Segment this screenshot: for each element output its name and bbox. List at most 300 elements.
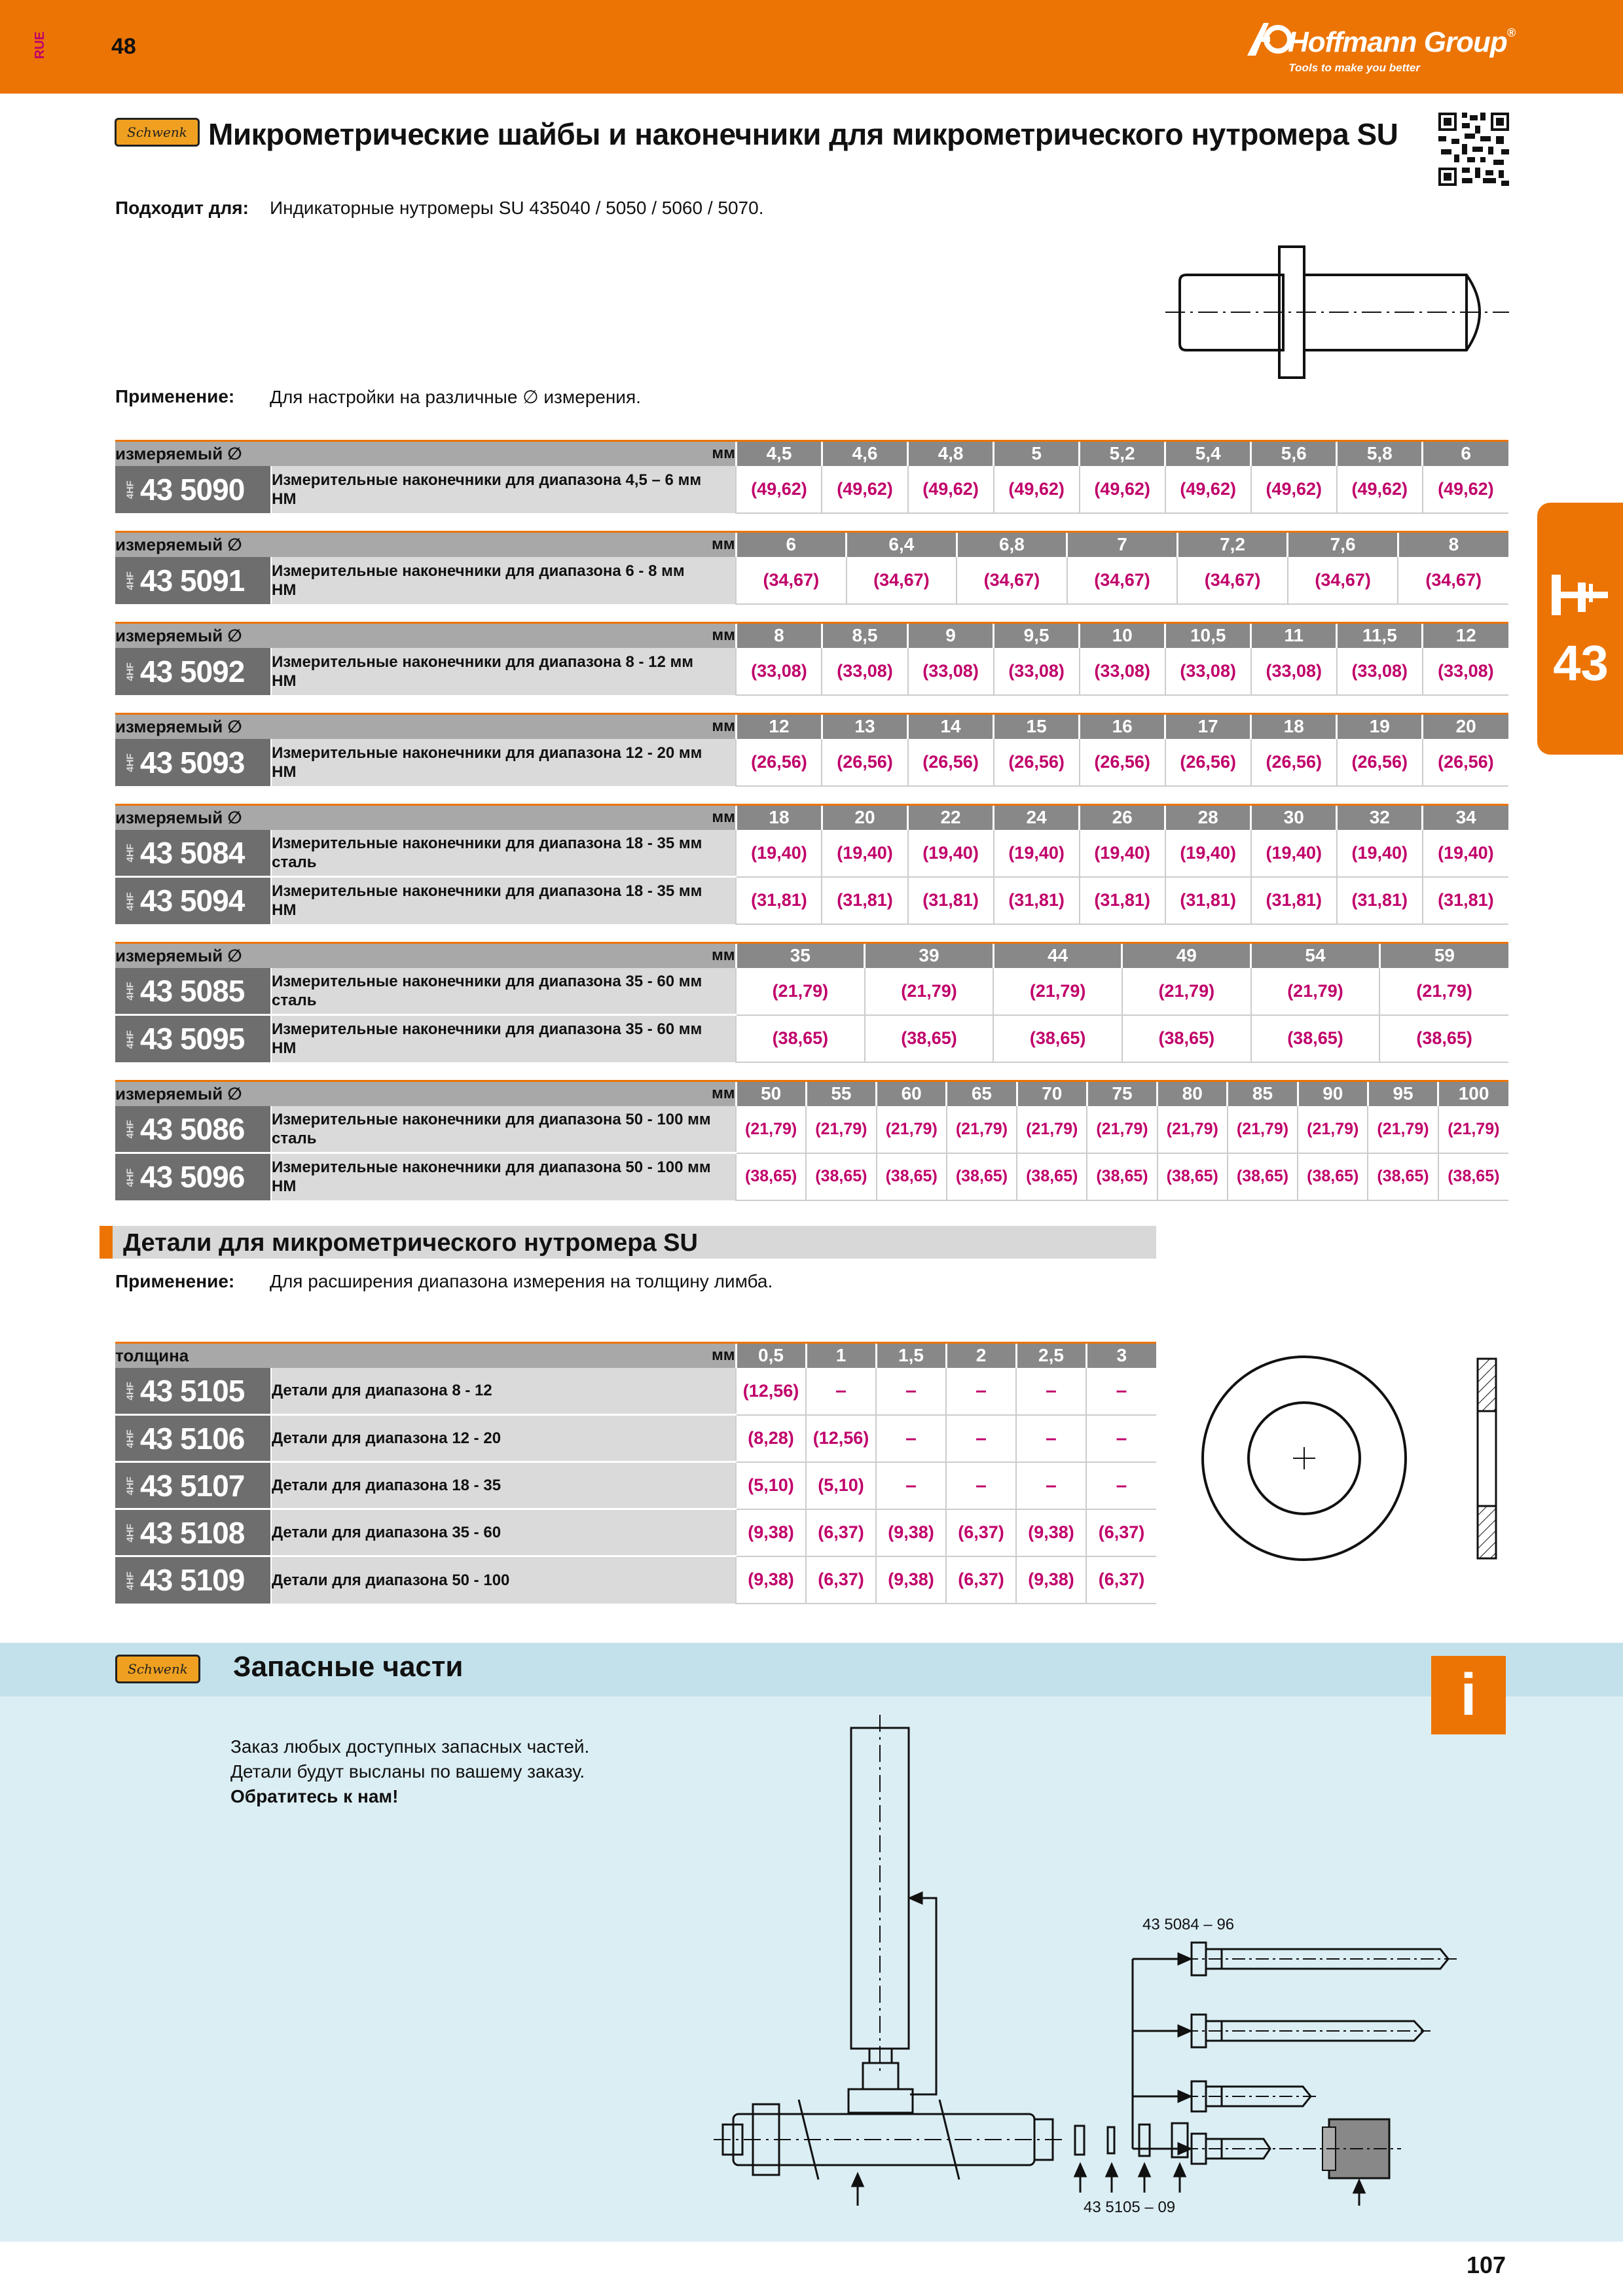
- col-header: 18: [736, 805, 822, 830]
- material-text: сталь: [272, 991, 317, 1009]
- material-text: HM: [272, 581, 297, 599]
- spec-table-5086-5096: [115, 1080, 1508, 1201]
- col-header: 4,8: [908, 441, 994, 466]
- measuring-tip-drawing: [1165, 239, 1509, 386]
- table-row: [115, 557, 1508, 604]
- header-label: измеряемый ∅: [115, 805, 271, 830]
- description-text: Измерительные наконечники для диапазона 8 - 12 мм: [272, 653, 694, 671]
- article-number: 43 5096: [140, 1160, 245, 1194]
- table-row: [115, 1556, 1156, 1604]
- description-text: Измерительные наконечники для диапазона 50 - 100 мм: [272, 1158, 711, 1177]
- article-cell[interactable]: [115, 968, 271, 1015]
- page-title: Микрометрические шайбы и наконечники для микрометрического нутромера SU: [208, 117, 1398, 151]
- price-cell: (38,65): [1228, 1153, 1298, 1200]
- price-cell: (21,79): [1379, 968, 1508, 1015]
- price-cell: (31,81): [994, 877, 1080, 924]
- price-cell: (6,37): [806, 1509, 876, 1556]
- col-header: 8,5: [822, 623, 907, 648]
- description-cell: [271, 830, 736, 877]
- material-text: HM: [272, 490, 297, 508]
- section-title: Детали для микрометрического нутромера SU: [123, 1229, 698, 1257]
- price-cell: (19,40): [1337, 830, 1423, 877]
- spec-table-5091: [115, 531, 1508, 605]
- price-cell: (21,79): [1438, 1106, 1508, 1153]
- header-label: измеряемый ∅: [115, 714, 271, 739]
- price-cell: (19,40): [822, 830, 907, 877]
- price-cell: –: [876, 1368, 946, 1415]
- header-unit: мм: [271, 441, 736, 466]
- price-cell: (26,56): [1165, 739, 1251, 786]
- col-header: 7: [1067, 532, 1178, 557]
- table-row: [115, 1015, 1508, 1062]
- suits-label: Подходит для:: [115, 198, 249, 218]
- price-cell: (31,81): [822, 877, 907, 924]
- material-text: HM: [272, 1177, 297, 1196]
- price-cell: (49,62): [1165, 466, 1251, 513]
- price-cell: (38,65): [806, 1153, 876, 1200]
- col-header: 13: [822, 714, 907, 739]
- stock-tag: 4HF: [124, 1571, 136, 1590]
- price-cell: (38,65): [947, 1153, 1017, 1200]
- col-header: 30: [1251, 805, 1337, 830]
- price-cell: (6,37): [806, 1556, 876, 1604]
- col-header: 20: [1423, 714, 1508, 739]
- article-number: 43 5106: [140, 1421, 245, 1456]
- article-cell[interactable]: [115, 648, 271, 695]
- price-cell: (49,62): [736, 466, 822, 513]
- price-cell: (21,79): [736, 968, 865, 1015]
- table-row: [115, 739, 1508, 786]
- col-header: 10,5: [1165, 623, 1251, 648]
- price-cell: (38,65): [736, 1153, 806, 1200]
- table-row: [115, 1368, 1156, 1415]
- article-cell[interactable]: [115, 1509, 271, 1556]
- price-cell: (31,81): [1165, 877, 1251, 924]
- col-header: 6,4: [847, 532, 957, 557]
- stock-tag: 4HF: [124, 1382, 136, 1401]
- price-cell: (12,56): [806, 1415, 876, 1462]
- table-row: [115, 1153, 1508, 1200]
- header-label: измеряемый ∅: [115, 1081, 271, 1106]
- price-cell: (38,65): [877, 1153, 947, 1200]
- parts-usage-label: Применение:: [115, 1271, 235, 1291]
- price-cell: (33,08): [736, 648, 822, 695]
- article-cell[interactable]: [115, 1106, 271, 1153]
- col-header: 8: [1398, 532, 1508, 557]
- spec-table-5085-5095: [115, 942, 1508, 1063]
- spec-table-5092: [115, 622, 1508, 696]
- price-cell: (6,37): [1086, 1509, 1156, 1556]
- article-cell[interactable]: [115, 1556, 271, 1604]
- description-cell: Детали для диапазона 50 - 100: [271, 1556, 736, 1604]
- spec-table-5093: [115, 713, 1508, 787]
- price-cell: (21,79): [1087, 1106, 1157, 1153]
- col-header: 90: [1298, 1081, 1368, 1106]
- price-cell: –: [1016, 1415, 1086, 1462]
- col-header: 60: [877, 1081, 947, 1106]
- description-text: Измерительные наконечники для диапазона 6 - 8 мм: [272, 562, 685, 580]
- article-cell[interactable]: [115, 466, 271, 513]
- stock-tag: 4HF: [124, 844, 136, 863]
- article-number: 43 5091: [140, 563, 245, 598]
- col-header: 55: [806, 1081, 876, 1106]
- description-cell: [271, 557, 736, 604]
- description-cell: [271, 739, 736, 786]
- price-cell: (33,08): [908, 648, 994, 695]
- col-header: 1,5: [876, 1343, 946, 1368]
- price-cell: (9,38): [876, 1509, 946, 1556]
- material-text: сталь: [272, 853, 317, 871]
- col-header: 5,6: [1251, 441, 1337, 466]
- schwenk-logo: Schwenk: [115, 1655, 200, 1683]
- table-row: [115, 1415, 1156, 1462]
- header-unit: мм: [271, 714, 736, 739]
- top-page-number: 48: [111, 34, 136, 59]
- article-cell[interactable]: [115, 1153, 271, 1200]
- tips-label: 43 5084 – 96: [1142, 1916, 1235, 1933]
- table-row: [115, 1106, 1508, 1153]
- table-row: [115, 877, 1508, 924]
- description-text: Измерительные наконечники для диапазона 35 - 60 мм: [272, 972, 702, 990]
- col-header: 6: [1423, 441, 1508, 466]
- col-header: 100: [1438, 1081, 1508, 1106]
- price-cell: (49,62): [1337, 466, 1423, 513]
- col-header: 59: [1379, 943, 1508, 968]
- header-label: толщина: [115, 1343, 271, 1368]
- material-text: HM: [272, 1039, 297, 1058]
- material-text: HM: [272, 901, 297, 920]
- price-cell: (9,38): [736, 1509, 806, 1556]
- description-cell: Детали для диапазона 12 - 20: [271, 1415, 736, 1462]
- table-row: [115, 1509, 1156, 1556]
- col-header: 6,8: [957, 532, 1067, 557]
- price-cell: (26,56): [1080, 739, 1165, 786]
- page-number: 107: [1467, 2251, 1506, 2278]
- price-cell: (38,65): [1379, 1015, 1508, 1062]
- price-cell: (34,67): [1288, 557, 1398, 604]
- description-cell: [271, 968, 736, 1015]
- description-text: Измерительные наконечники для диапазона 35 - 60 мм: [272, 1020, 702, 1039]
- assembly-drawing: [714, 1708, 1512, 2232]
- price-cell: (5,10): [806, 1462, 876, 1509]
- stock-tag: 4HF: [124, 1030, 136, 1049]
- price-cell: (33,08): [1337, 648, 1423, 695]
- price-cell: (31,81): [1251, 877, 1337, 924]
- article-number: 43 5105: [140, 1373, 245, 1408]
- price-cell: –: [946, 1415, 1016, 1462]
- price-cell: (6,37): [946, 1509, 1016, 1556]
- price-cell: (21,79): [1368, 1106, 1438, 1153]
- price-cell: (21,79): [1251, 968, 1380, 1015]
- usage-text: Для настройки на различные ∅ измерения.: [270, 387, 641, 407]
- col-header: 70: [1017, 1081, 1087, 1106]
- header-label: измеряемый ∅: [115, 943, 271, 968]
- price-cell: (21,79): [1122, 968, 1251, 1015]
- description-text: Измерительные наконечники для диапазона 18 - 35 мм: [272, 834, 702, 852]
- price-cell: (49,62): [822, 466, 907, 513]
- description-text: Измерительные наконечники для диапазона 12 - 20 мм: [272, 744, 702, 762]
- col-header: 11: [1251, 623, 1337, 648]
- schwenk-logo: Schwenk: [115, 118, 200, 147]
- article-cell[interactable]: [115, 1015, 271, 1062]
- price-cell: (38,65): [1122, 1015, 1251, 1062]
- price-cell: (49,62): [1080, 466, 1165, 513]
- price-cell: (31,81): [736, 877, 822, 924]
- price-cell: (21,79): [1158, 1106, 1228, 1153]
- header-label: измеряемый ∅: [115, 623, 271, 648]
- description-cell: [271, 877, 736, 924]
- washer-drawing: [1195, 1354, 1509, 1566]
- spare-parts-line: Заказ любых доступных запасных частей.: [230, 1736, 590, 1757]
- price-cell: (34,67): [736, 557, 847, 604]
- article-number: 43 5108: [140, 1515, 245, 1550]
- price-cell: –: [876, 1462, 946, 1509]
- price-cell: (26,56): [1337, 739, 1423, 786]
- header-unit: мм: [271, 805, 736, 830]
- col-header: 6: [736, 532, 847, 557]
- description-cell: [271, 1015, 736, 1062]
- price-cell: (33,08): [1080, 648, 1165, 695]
- price-cell: (26,56): [1251, 739, 1337, 786]
- col-header: 19: [1337, 714, 1423, 739]
- col-header: 2,5: [1016, 1343, 1086, 1368]
- col-header: 11,5: [1337, 623, 1423, 648]
- col-header: 0,5: [736, 1343, 806, 1368]
- stock-tag: 4HF: [124, 571, 136, 590]
- spec-table-5090: [115, 440, 1508, 514]
- price-cell: –: [806, 1368, 876, 1415]
- brand-name: Hoffmann Group®: [1288, 26, 1515, 58]
- col-header: 10: [1080, 623, 1165, 648]
- article-number: 43 5086: [140, 1111, 245, 1146]
- price-cell: (6,37): [946, 1556, 1016, 1604]
- price-cell: (31,81): [908, 877, 994, 924]
- price-cell: (33,08): [1423, 648, 1508, 695]
- price-cell: (8,28): [736, 1415, 806, 1462]
- price-cell: (26,56): [994, 739, 1080, 786]
- col-header: 50: [736, 1081, 806, 1106]
- table-row: [115, 830, 1508, 877]
- price-cell: (26,56): [908, 739, 994, 786]
- parts-usage-text: Для расширения диапазона измерения на толщину лимба.: [270, 1271, 773, 1291]
- brand-tagline: Tools to make you better: [1288, 62, 1420, 74]
- price-cell: (19,40): [994, 830, 1080, 877]
- description-cell: [271, 466, 736, 513]
- price-cell: (21,79): [736, 1106, 806, 1153]
- col-header: 35: [736, 943, 865, 968]
- price-cell: (31,81): [1080, 877, 1165, 924]
- price-cell: (34,67): [957, 557, 1067, 604]
- price-cell: (33,08): [822, 648, 907, 695]
- table-row: [115, 648, 1508, 695]
- price-cell: (38,65): [736, 1015, 865, 1062]
- price-cell: (34,67): [1177, 557, 1288, 604]
- price-cell: –: [1086, 1415, 1156, 1462]
- col-header: 8: [736, 623, 822, 648]
- col-header: 32: [1337, 805, 1423, 830]
- description-text: Измерительные наконечники для диапазона 4,5 – 6 мм: [272, 471, 702, 489]
- article-cell[interactable]: [115, 830, 271, 877]
- article-cell[interactable]: [115, 739, 271, 786]
- col-header: 44: [993, 943, 1122, 968]
- stock-tag: 4HF: [124, 1168, 136, 1187]
- col-header: 12: [1423, 623, 1508, 648]
- description-cell: Детали для диапазона 8 - 12: [271, 1368, 736, 1415]
- price-cell: (21,79): [993, 968, 1122, 1015]
- price-cell: (5,10): [736, 1462, 806, 1509]
- price-cell: (49,62): [908, 466, 994, 513]
- header-unit: мм: [271, 1343, 736, 1368]
- price-cell: (21,79): [806, 1106, 876, 1153]
- description-text: Измерительные наконечники для диапазона 18 - 35 мм: [272, 882, 702, 901]
- col-header: 95: [1368, 1081, 1438, 1106]
- stock-tag: 4HF: [124, 891, 136, 911]
- col-header: 85: [1228, 1081, 1298, 1106]
- col-header: 15: [994, 714, 1080, 739]
- col-header: 39: [865, 943, 994, 968]
- material-text: сталь: [272, 1129, 317, 1147]
- col-header: 34: [1423, 805, 1508, 830]
- col-header: 9: [908, 623, 994, 648]
- description-cell: [271, 1153, 736, 1200]
- stock-tag: 4HF: [124, 662, 136, 681]
- price-cell: –: [1016, 1368, 1086, 1415]
- col-header: 26: [1080, 805, 1165, 830]
- stock-tag: 4HF: [124, 1429, 136, 1448]
- material-text: HM: [272, 672, 297, 690]
- price-cell: –: [1086, 1462, 1156, 1509]
- qr-code-icon[interactable]: [1438, 113, 1509, 186]
- info-icon[interactable]: i: [1431, 1656, 1506, 1734]
- col-header: 7,6: [1288, 532, 1398, 557]
- article-number: 43 5084: [140, 835, 245, 870]
- price-cell: (19,40): [1251, 830, 1337, 877]
- col-header: 20: [822, 805, 907, 830]
- price-cell: (26,56): [822, 739, 907, 786]
- price-cell: (34,67): [847, 557, 957, 604]
- price-cell: (19,40): [1080, 830, 1165, 877]
- col-header: 17: [1165, 714, 1251, 739]
- header-unit: мм: [271, 623, 736, 648]
- spare-parts-line: Детали будут высланы по вашему заказу.: [230, 1761, 585, 1782]
- col-header: 1: [806, 1343, 876, 1368]
- stock-tag: 4HF: [124, 1120, 136, 1139]
- price-cell: (9,38): [1016, 1509, 1086, 1556]
- article-cell[interactable]: [115, 557, 271, 604]
- table-row: [115, 466, 1508, 513]
- price-cell: (33,08): [1165, 648, 1251, 695]
- stock-tag: 4HF: [124, 982, 136, 1001]
- price-cell: –: [946, 1462, 1016, 1509]
- spec-table-5084-5094: [115, 804, 1508, 925]
- col-header: 9,5: [994, 623, 1080, 648]
- washers-label: 43 5105 – 09: [1084, 2198, 1176, 2216]
- material-text: HM: [272, 762, 297, 781]
- price-cell: (38,65): [1087, 1153, 1157, 1200]
- article-cell[interactable]: [115, 1462, 271, 1509]
- table-row: [115, 1462, 1156, 1509]
- col-header: 24: [994, 805, 1080, 830]
- price-cell: (21,79): [1228, 1106, 1298, 1153]
- spare-parts-cta[interactable]: Обратитесь к нам!: [230, 1786, 399, 1806]
- col-header: 49: [1122, 943, 1251, 968]
- spare-parts-title: Запасные части: [233, 1651, 464, 1683]
- col-header: 3: [1086, 1343, 1156, 1368]
- description-cell: Детали для диапазона 18 - 35: [271, 1462, 736, 1509]
- col-header: 14: [908, 714, 994, 739]
- price-cell: (19,40): [1423, 830, 1508, 877]
- article-number: 43 5093: [140, 745, 245, 780]
- price-cell: (49,62): [1251, 466, 1337, 513]
- description-cell: [271, 1106, 736, 1153]
- price-cell: (21,79): [877, 1106, 947, 1153]
- col-header: 16: [1080, 714, 1165, 739]
- price-cell: (49,62): [994, 466, 1080, 513]
- col-header: 5,8: [1337, 441, 1423, 466]
- stock-tag: 4HF: [124, 753, 136, 772]
- price-cell: (38,65): [1298, 1153, 1368, 1200]
- price-cell: (38,65): [1368, 1153, 1438, 1200]
- col-header: 5: [994, 441, 1080, 466]
- col-header: 4,5: [736, 441, 822, 466]
- header-label: измеряемый ∅: [115, 441, 271, 466]
- price-cell: (31,81): [1423, 877, 1508, 924]
- header-unit: мм: [271, 532, 736, 557]
- chapter-tab[interactable]: [1537, 503, 1623, 755]
- article-cell[interactable]: [115, 1368, 271, 1415]
- description-cell: [271, 648, 736, 695]
- col-header: 5,4: [1165, 441, 1251, 466]
- price-cell: (38,65): [1251, 1015, 1380, 1062]
- stock-tag: 4HF: [124, 1477, 136, 1496]
- caliper-icon: [1548, 569, 1611, 622]
- article-number: 43 5107: [140, 1468, 245, 1503]
- col-header: 2: [946, 1343, 1016, 1368]
- stock-tag: 4HF: [124, 1524, 136, 1543]
- price-cell: (49,62): [1423, 466, 1508, 513]
- price-cell: (38,65): [1438, 1153, 1508, 1200]
- price-cell: (9,38): [736, 1556, 806, 1604]
- price-cell: (38,65): [865, 1015, 994, 1062]
- price-cell: (19,40): [908, 830, 994, 877]
- description-cell: Детали для диапазона 35 - 60: [271, 1509, 736, 1556]
- price-cell: (38,65): [993, 1015, 1122, 1062]
- header-unit: мм: [271, 943, 736, 968]
- price-cell: (21,79): [1017, 1106, 1087, 1153]
- usage-label: Применение:: [115, 386, 235, 406]
- price-cell: (34,67): [1398, 557, 1508, 604]
- header-unit: мм: [271, 1081, 736, 1106]
- suits-text: Индикаторные нутромеры SU 435040 / 5050 / 5060 / 5070.: [270, 198, 764, 218]
- col-header: 65: [947, 1081, 1017, 1106]
- col-header: 18: [1251, 714, 1337, 739]
- price-cell: (38,65): [1158, 1153, 1228, 1200]
- price-cell: (19,40): [1165, 830, 1251, 877]
- price-cell: (6,37): [1086, 1556, 1156, 1604]
- price-cell: (9,38): [876, 1556, 946, 1604]
- header-label: измеряемый ∅: [115, 532, 271, 557]
- article-number: 43 5095: [140, 1022, 245, 1056]
- article-number: 43 5085: [140, 973, 245, 1008]
- article-cell[interactable]: [115, 1415, 271, 1462]
- col-header: 75: [1087, 1081, 1157, 1106]
- article-cell[interactable]: [115, 877, 271, 924]
- price-cell: (34,67): [1067, 557, 1178, 604]
- price-cell: (21,79): [947, 1106, 1017, 1153]
- price-cell: (12,56): [736, 1368, 806, 1415]
- price-cell: (9,38): [1016, 1556, 1086, 1604]
- price-cell: (19,40): [736, 830, 822, 877]
